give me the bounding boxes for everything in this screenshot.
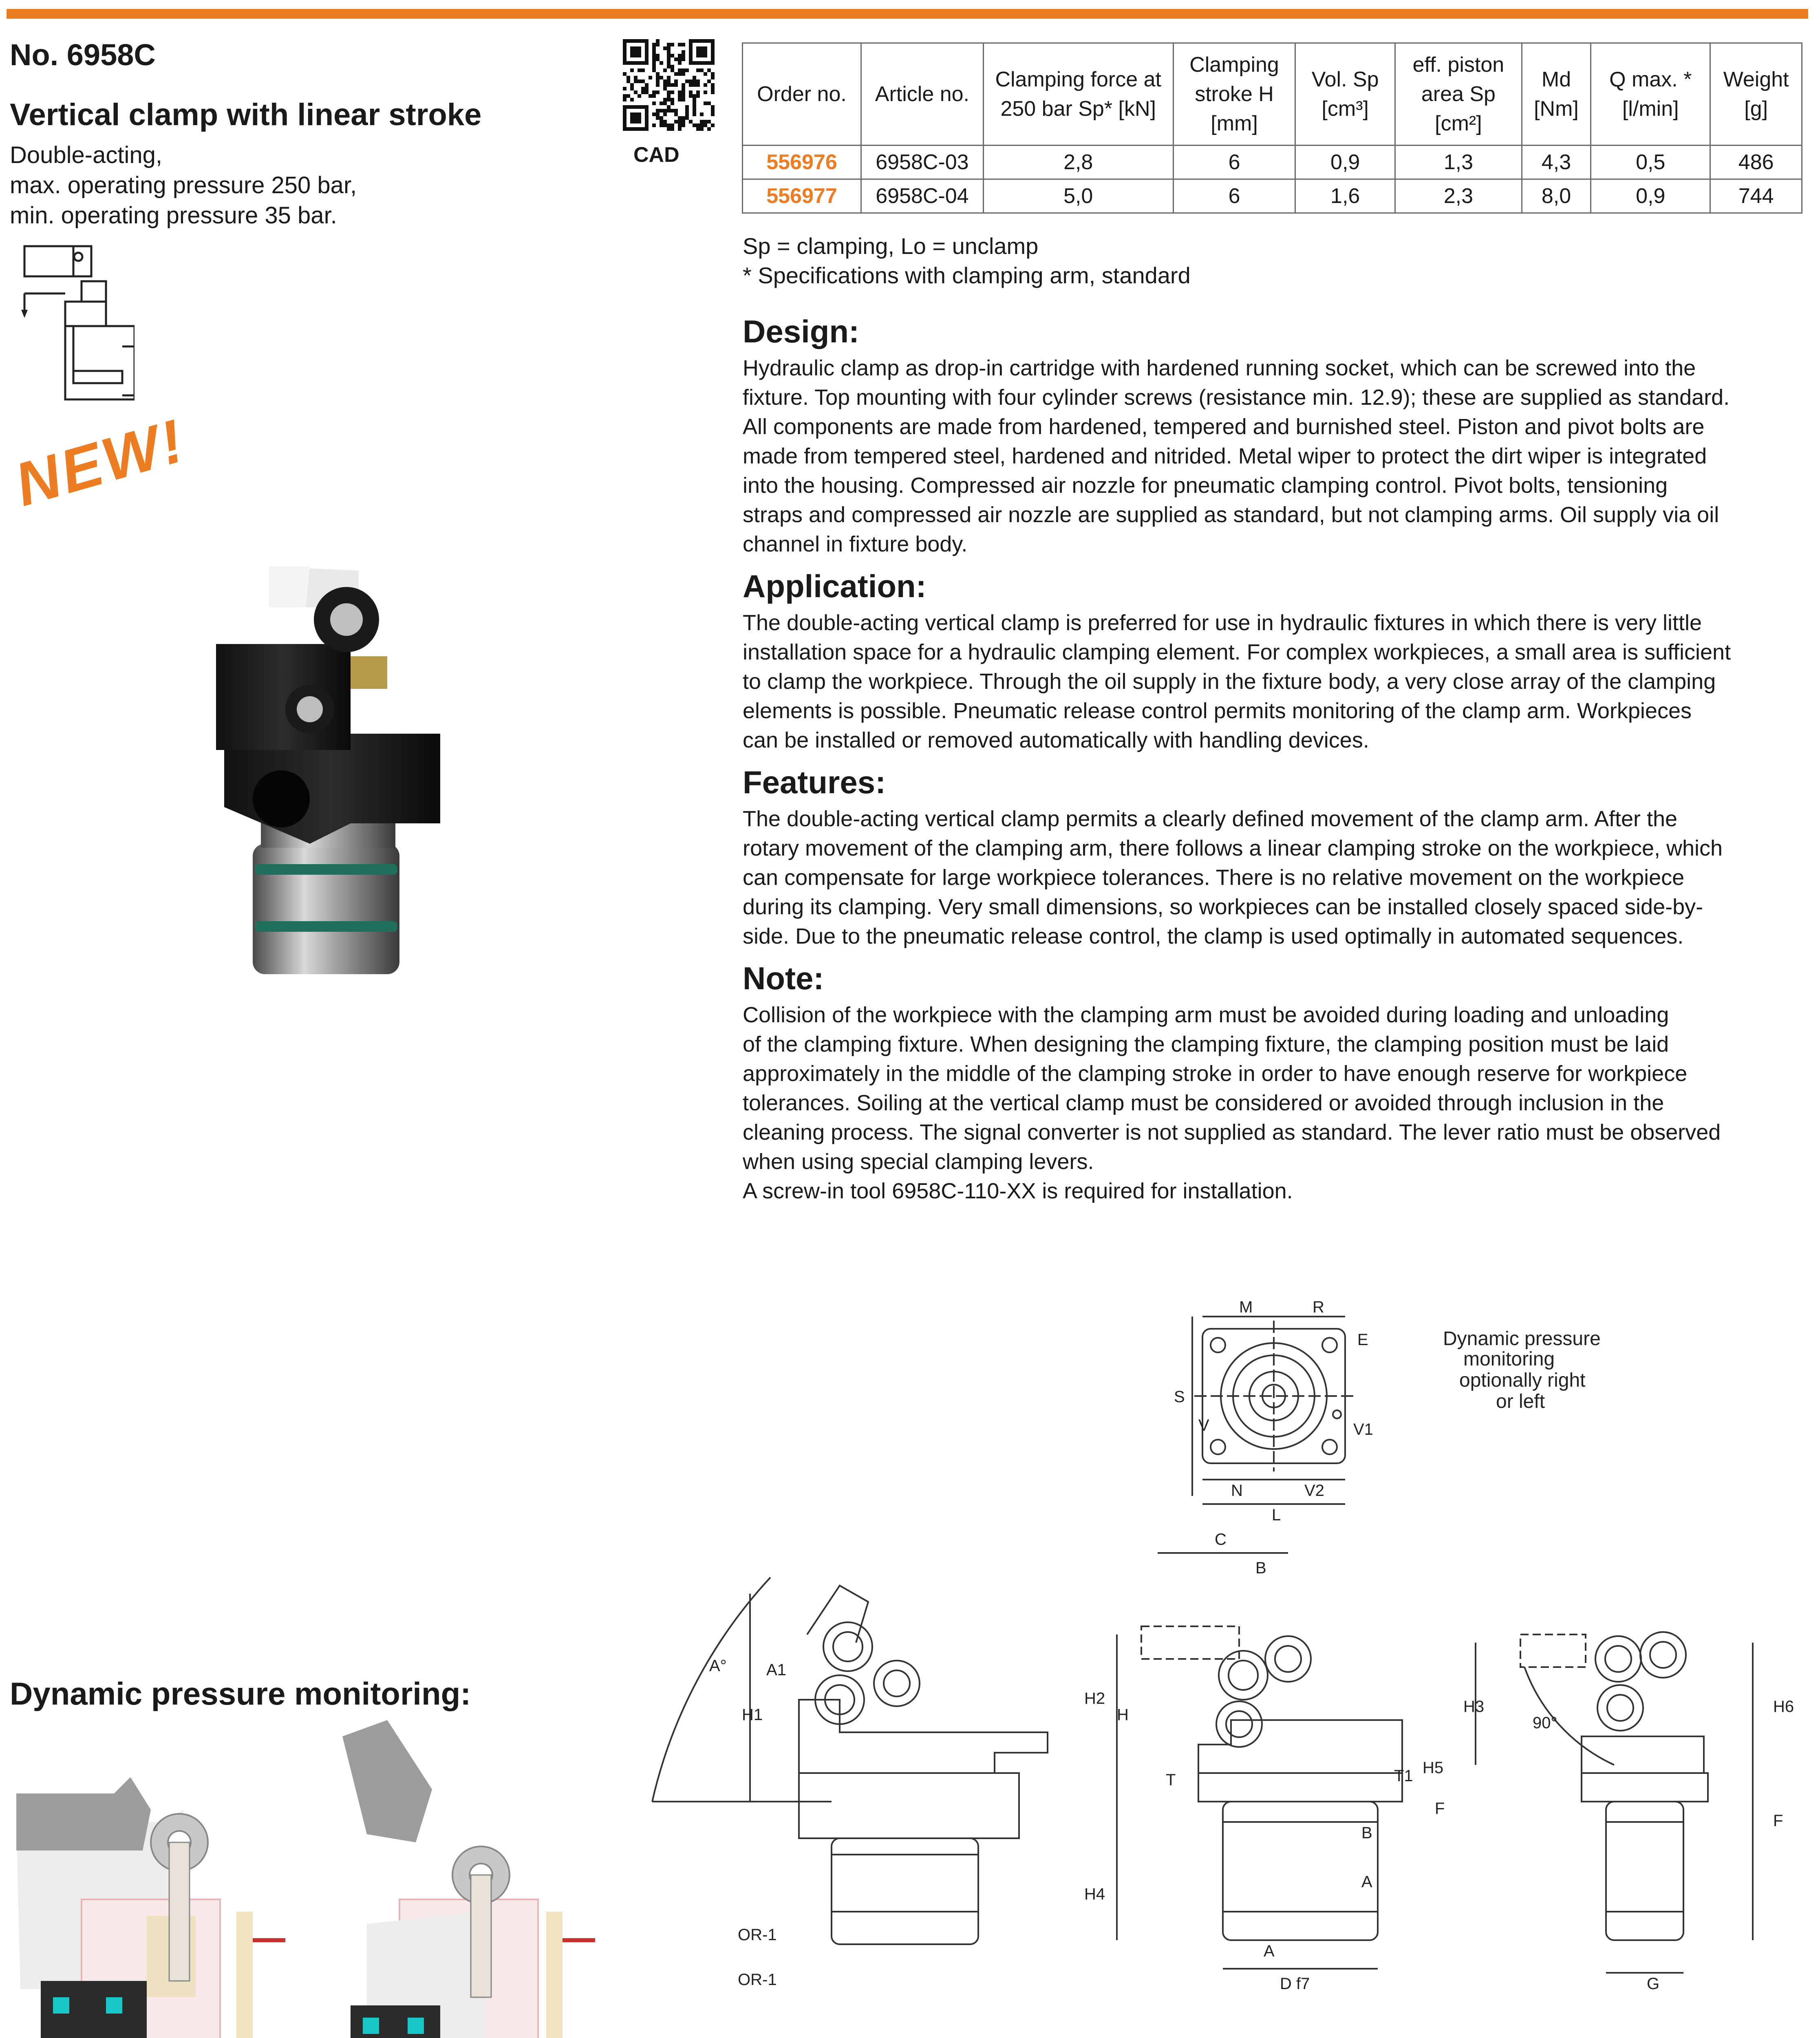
section-line: channel in fixture body. [743,532,968,556]
dim-label-f: F [1773,1812,1783,1830]
dim-label-h4: H4 [1084,1885,1105,1903]
section-heading: Note: [743,960,824,996]
dim-label-s: S [1174,1388,1185,1406]
dim-label-h6: H6 [1773,1698,1794,1716]
section-line: side. Due to the pneumatic release control, the clamp is used optimally in automated sequences. [743,924,1684,948]
order-table-row [743,179,1802,213]
order-cell: 2,8 [983,146,1173,179]
order-cell: 2,3 [1395,179,1522,213]
dim-label-l: L [1272,1506,1281,1524]
dim-label-h2: H2 [1084,1690,1105,1707]
section-line: can compensate for large workpiece tolerances. There is no relative movement on the workpiece [743,865,1685,890]
section-body [743,353,1802,559]
order-table [742,42,1802,214]
section-line: All components are made from hardened, tempered and burnished steel. Piston and pivot bolts are [743,415,1705,439]
cad-label: CAD [633,143,679,167]
section-line: cleaning process. The signal converter is not supplied as standard. The lever ratio must be observed [743,1120,1721,1145]
technical-drawing [587,1292,1810,2038]
open-state-illustration [326,1720,611,2038]
section-line: tolerances. Soiling at the vertical clamp must be considered or avoided through inclusion in the [743,1091,1664,1115]
top-accent-bar [7,9,1808,19]
section-line: of the clamping fixture. When designing the clamping fixture, the clamping position must be laid [743,1032,1669,1056]
order-cell: 6958C-03 [861,146,983,179]
section-line: made from tempered steel, hardened and nitrided. Metal wiper to protect the dirt wiper is integrated [743,444,1707,468]
dim-label-h1: H1 [742,1706,763,1724]
desc-line: Double-acting, [10,142,162,168]
dim-label-b: B [1255,1559,1266,1577]
dim-label-a-deg: A° [709,1657,727,1675]
dim-label-v1: V1 [1353,1420,1373,1438]
dim-label-t: T [1166,1771,1176,1789]
note-line: * Specifications with clamping arm, standard [743,262,1191,288]
order-header-md: Md [Nm] [1522,43,1591,146]
dim-label-or1: OR-1 [738,1971,777,1989]
section-line: The double-acting vertical clamp permits a clearly defined movement of the clamp arm. After the [743,807,1678,831]
note-line: Sp = clamping, Lo = unclamp [743,233,1039,259]
order-header-article: Article no. [861,43,983,146]
dim-label-d: D f7 [1280,1975,1310,1993]
section-heading: Design: [743,313,860,349]
order-header-vol: Vol. Sp [cm³] [1295,43,1395,146]
order-header-order-no: Order no. [743,43,861,146]
dim-label-r: R [1313,1298,1324,1316]
order-cell: 486 [1710,146,1802,179]
hydraulic-symbol-icon [16,240,135,416]
order-cell: 744 [1710,179,1802,213]
section-line: A screw-in tool 6958C-110-XX is required for installation. [743,1179,1293,1203]
order-cell: 6 [1173,179,1295,213]
section-line: straps and compressed air nozzle are supplied as standard, but not clamping arms. Oil supply via oil [743,503,1719,527]
order-cell: 6958C-04 [861,179,983,213]
dim-box-a: A [1264,1942,1275,1960]
new-badge: NEW! [7,406,193,519]
section-body [743,1000,1802,1206]
monitoring-note-line: optionally right [1459,1370,1586,1391]
order-table-row [743,146,1802,179]
dim-label-or1: OR-1 [738,1926,777,1944]
dim-label-t1: T1 [1394,1767,1413,1785]
order-cell: 0,9 [1295,146,1395,179]
dim-label-90deg: 90° [1533,1714,1557,1732]
section-line: to clamp the workpiece. Through the oil supply in the fixture body, a very close array of the clamping [743,669,1716,694]
monitoring-note-line: Dynamic pressure [1443,1328,1601,1350]
dim-label-h3: H3 [1463,1698,1485,1716]
section-line: elements is possible. Pneumatic release control permits monitoring of the clamp arm. Workpieces [743,699,1692,723]
dyn-monitoring-heading: Dynamic pressure monitoring: [10,1676,471,1712]
section-body [743,804,1802,951]
dim-label-v2: V2 [1304,1482,1324,1500]
section-line: Hydraulic clamp as drop-in cartridge with hardened running socket, which can be screwed into the [743,356,1696,380]
dim-box-a: A [1361,1873,1372,1891]
product-description [10,140,357,231]
order-cell: 5,0 [983,179,1173,213]
section-line: into the housing. Compressed air nozzle for pneumatic clamping control. Pivot bolts, tensioning [743,473,1668,498]
section-line: during its clamping. Very small dimensions, so workpieces can be installed closely spaced side-by- [743,895,1703,919]
section-heading: Application: [743,568,927,604]
order-cell: 8,0 [1522,179,1591,213]
qr-code-icon [623,39,717,137]
dim-label-e: E [1357,1331,1368,1349]
section-line: approximately in the middle of the clamping stroke in order to have enough reserve for workpiece [743,1061,1688,1086]
section-line: can be installed or removed automatically with handling devices. [743,728,1369,752]
desc-line: min. operating pressure 35 bar. [10,202,337,229]
order-header-q: Q max. * [l/min] [1591,43,1710,146]
section-body [743,608,1802,755]
section-line: rotary movement of the clamping arm, there follows a linear clamping stroke on the workpiece, which [743,836,1723,860]
monitoring-note-line: or left [1496,1391,1545,1412]
text-sections [743,313,1802,1206]
dim-label-m: M [1239,1298,1253,1316]
section-line: fixture. Top mounting with four cylinder screws (resistance min. 12.9); these are supplied as standard. [743,385,1730,410]
product-photo [188,562,473,986]
dim-label-a1: A1 [766,1661,786,1679]
dim-box-b: B [1361,1824,1372,1842]
dim-label-f: F [1435,1800,1445,1817]
section-line: when using special clamping levers. [743,1149,1094,1174]
section-line: The double-acting vertical clamp is preferred for use in hydraulic fixtures in which there is very little [743,611,1702,635]
order-cell: 1,6 [1295,179,1395,213]
dim-label-h: H [1117,1706,1129,1724]
order-cell: 1,3 [1395,146,1522,179]
dim-label-n: N [1231,1482,1243,1500]
order-number-cell: 556976 [743,146,861,179]
order-header-stroke: Clamping stroke H [mm] [1173,43,1295,146]
section-line: installation space for a hydraulic clamping element. For complex workpieces, a small area is sufficient [743,640,1731,664]
order-header-weight: Weight [g] [1710,43,1802,146]
order-cell: 6 [1173,146,1295,179]
order-cell: 0,9 [1591,179,1710,213]
desc-line: max. operating pressure 250 bar, [10,172,357,199]
closed-state-illustration [8,1720,293,2038]
section-heading: Features: [743,764,886,800]
dim-label-c: C [1215,1531,1227,1548]
dim-label-v: V [1198,1416,1209,1434]
order-cell: 4,3 [1522,146,1591,179]
product-number: No. 6958C [10,38,156,72]
dim-label-g: G [1647,1975,1660,1993]
dim-label-h5: H5 [1423,1759,1444,1777]
table-notes [743,232,1191,290]
product-title: Vertical clamp with linear stroke [10,97,482,132]
order-header-force: Clamping force at 250 bar Sp* [kN] [983,43,1173,146]
order-cell: 0,5 [1591,146,1710,179]
order-number-cell: 556977 [743,179,861,213]
section-line: Collision of the workpiece with the clamping arm must be avoided during loading and unloading [743,1003,1669,1027]
monitoring-note-line: monitoring [1463,1348,1555,1370]
order-header-area: eff. piston area Sp [cm²] [1395,43,1522,146]
